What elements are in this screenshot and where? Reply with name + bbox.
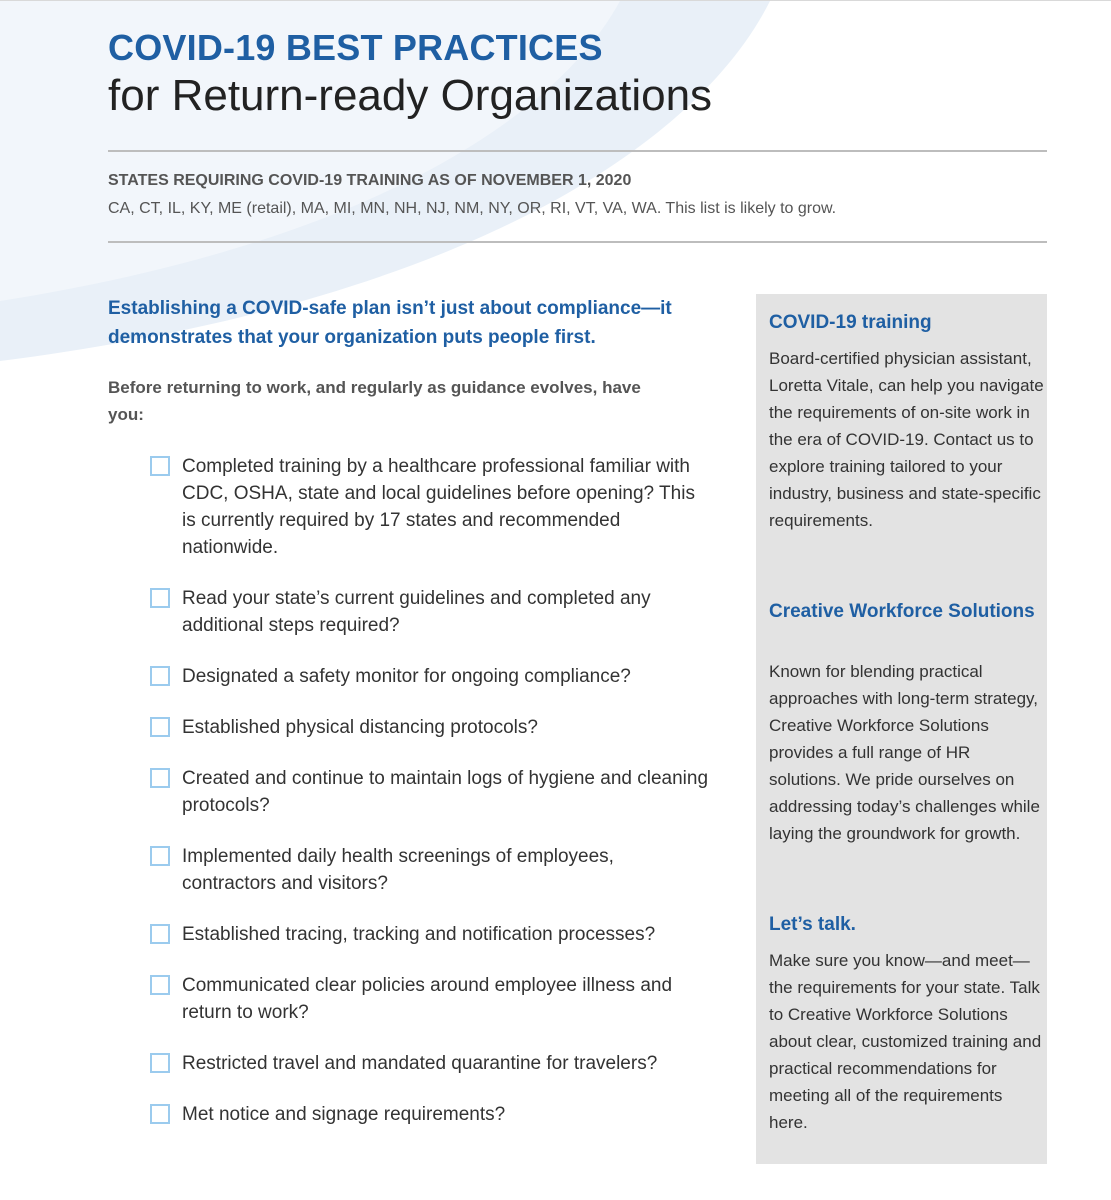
page-title: COVID-19 BEST PRACTICES [108,27,603,68]
states-heading: STATES REQUIRING COVID-19 TRAINING AS OF NOVEMBER 1, 2020 [108,172,632,189]
training-heading: COVID-19 training [769,312,932,333]
checklist-item [150,921,710,948]
checklist-item [150,714,710,741]
checklist-item-text: Implemented daily health screenings of employees, contractors and visitors? [182,846,614,894]
checklist-item [150,585,710,639]
checklist-item [150,972,710,1026]
talk-heading: Let’s talk. [769,914,856,935]
checklist-item [150,453,710,561]
empty-checkbox-icon[interactable] [150,846,170,866]
empty-checkbox-icon[interactable] [150,666,170,686]
checklist-item-text: Read your state’s current guidelines and completed any additional steps required? [182,588,651,636]
empty-checkbox-icon[interactable] [150,975,170,995]
divider-bottom [108,241,1047,243]
lead-statement: Establishing a COVID-safe plan isn’t just about compliance—it demonstrates that your organization puts people first. [108,298,672,348]
checklist-item-text: Communicated clear policies around employee illness and return to work? [182,975,673,1023]
checklist-item-text: Met notice and signage requirements? [182,1104,506,1125]
checklist-item-text: Established tracing, tracking and notification processes? [182,924,656,945]
checklist-item-text: Designated a safety monitor for ongoing compliance? [182,666,631,687]
checklist-item [150,1050,710,1077]
page-subtitle: for Return-ready Organizations [108,71,713,120]
checklist-item [150,765,710,819]
cws-heading: Creative Workforce Solutions [769,601,1035,622]
checklist-item [150,663,710,690]
empty-checkbox-icon[interactable] [150,456,170,476]
empty-checkbox-icon[interactable] [150,1104,170,1124]
checklist-item-text: Restricted travel and mandated quarantine for travelers? [182,1053,658,1074]
empty-checkbox-icon[interactable] [150,924,170,944]
talk-text: Make sure you know—and meet—the requirements for your state. Talk to Creative Workforce Solutions about clear, customized training and practical recommendations for meeting all of the requirements here. [769,951,1042,1132]
checklist [150,453,710,1128]
checklist-item-text: Established physical distancing protocols? [182,717,538,738]
checklist-item [150,1101,710,1128]
cws-text: Known for blending practical approaches with long-term strategy, Creative Workforce Solutions provides a full range of HR solutions. We pride ourselves on addressing today’s challenges while laying the groundwork for growth. [769,662,1040,843]
divider-top [108,150,1047,152]
checklist-intro: Before returning to work, and regularly as guidance evolves, have you: [108,378,641,424]
empty-checkbox-icon[interactable] [150,588,170,608]
states-list: CA, CT, IL, KY, ME (retail), MA, MI, MN, NH, NJ, NM, NY, OR, RI, VT, VA, WA. This list is likely to grow. [108,200,837,217]
empty-checkbox-icon[interactable] [150,717,170,737]
checklist-item [150,843,710,897]
sidebar-panel [756,294,1047,1164]
checklist-item-text: Created and continue to maintain logs of hygiene and cleaning protocols? [182,768,709,816]
empty-checkbox-icon[interactable] [150,768,170,788]
empty-checkbox-icon[interactable] [150,1053,170,1073]
training-text: Board-certified physician assistant, Loretta Vitale, can help you navigate the requirements of on-site work in the era of COVID-19. Contact us to explore training tailored to your industry, business and state-specific requirements. [769,349,1044,530]
checklist-item-text: Completed training by a healthcare professional familiar with CDC, OSHA, state and local guidelines before opening? This is currently required by 17 states and recommended nationwide. [182,456,695,558]
